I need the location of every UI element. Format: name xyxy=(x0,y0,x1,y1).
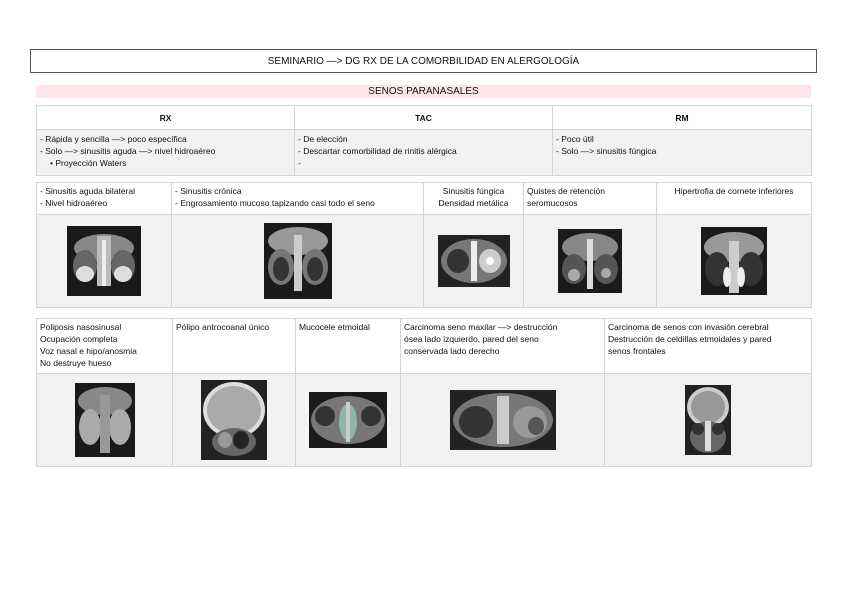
image-cell xyxy=(173,374,296,467)
rm-line: - Poco útil xyxy=(556,134,594,144)
tac-header: TAC xyxy=(295,106,553,130)
finding-label xyxy=(605,319,812,374)
image-cell xyxy=(37,215,172,308)
tac-line: - xyxy=(298,158,301,168)
rx-subline: • Proyección Waters xyxy=(50,158,127,168)
finding-line: ósea lado izquierdo, pared del seno xyxy=(404,334,539,344)
image-cell xyxy=(296,374,401,467)
finding-line: - Engrosamiento mucoso tapizando casi todo el seno xyxy=(175,198,375,208)
page-title-text: SEMINARIO —> DG RX DE LA COMORBILIDAD EN ALERGOLOGÍA xyxy=(267,55,580,67)
rx-cell xyxy=(37,130,295,176)
finding-line: Mucocele etmoidal xyxy=(299,322,370,332)
findings-table-1 xyxy=(36,182,812,308)
finding-label xyxy=(173,319,296,374)
rm-line: - Solo —> sinusitis fúngica xyxy=(556,146,657,156)
rx-line: - Solo —> sinusitis aguda —> nivel hidroaéreo xyxy=(40,146,216,156)
section-heading xyxy=(36,85,811,98)
finding-line: Ocupación completa xyxy=(40,334,118,344)
modalities-table xyxy=(36,105,812,176)
ct-axial-orbit-icon xyxy=(309,392,387,448)
finding-label xyxy=(524,183,657,215)
finding-line: - Sinusitis aguda bilateral xyxy=(40,186,135,196)
tac-line: - Descartar comorbilidad de rinitis alérgica xyxy=(298,146,457,156)
tac-line: - De elección xyxy=(298,134,348,144)
finding-line: Hipertrofia de cornete inferiores xyxy=(674,186,794,196)
finding-line: - Nivel hidroaéreo xyxy=(40,198,108,208)
finding-line: Carcinoma seno maxilar —> destrucción xyxy=(404,322,558,332)
ct-coronal-sinus-icon xyxy=(75,383,135,457)
finding-label xyxy=(37,183,172,215)
image-cell xyxy=(524,215,657,308)
section-heading-text: SENOS PARANASALES xyxy=(368,86,479,97)
finding-line: Quistes de retención xyxy=(527,186,605,196)
finding-label xyxy=(172,183,424,215)
finding-label xyxy=(424,183,524,215)
finding-line: Poliposis nasosinusal xyxy=(40,322,122,332)
finding-line: - Sinusitis crónica xyxy=(175,186,242,196)
ct-coronal-sinus-icon xyxy=(67,226,141,296)
finding-line: Pólipo antrocoanal único xyxy=(176,322,270,332)
rx-line: - Rápida y sencilla —> poco específica xyxy=(40,134,187,144)
rm-cell xyxy=(553,130,812,176)
finding-line: Densidad metálica xyxy=(438,198,509,208)
ct-axial-sinus-icon xyxy=(450,390,556,450)
tac-cell xyxy=(295,130,553,176)
finding-label xyxy=(657,183,812,215)
image-cell xyxy=(605,374,812,467)
ct-coronal-sinus-icon xyxy=(264,223,332,299)
finding-line: Carcinoma de senos con invasión cerebral xyxy=(608,322,769,332)
finding-line: No destruye hueso xyxy=(40,358,112,368)
image-cell xyxy=(657,215,812,308)
findings-table-2 xyxy=(36,318,812,467)
ct-axial-sinus-icon xyxy=(438,235,510,287)
finding-line: Sinusitis fúngica xyxy=(442,186,505,196)
finding-line: senos frontales xyxy=(608,346,666,356)
ct-coronal-head-icon xyxy=(685,385,731,455)
finding-line: Voz nasal e hipo/anosmia xyxy=(40,346,137,356)
image-cell xyxy=(424,215,524,308)
finding-line: Destrucción de celdillas etmoidales y pared xyxy=(608,334,772,344)
ct-coronal-sinus-icon xyxy=(558,229,622,293)
ct-coronal-head-icon xyxy=(201,380,267,460)
rx-header: RX xyxy=(37,106,295,130)
finding-label xyxy=(37,319,173,374)
finding-label xyxy=(401,319,605,374)
image-cell xyxy=(37,374,173,467)
finding-line: conservada lado derecho xyxy=(404,346,500,356)
finding-label xyxy=(296,319,401,374)
rm-header: RM xyxy=(553,106,812,130)
finding-line: seromucosos xyxy=(527,198,578,208)
page-title xyxy=(30,49,817,73)
ct-coronal-sinus-icon xyxy=(701,227,767,295)
image-cell xyxy=(401,374,605,467)
image-cell xyxy=(172,215,424,308)
